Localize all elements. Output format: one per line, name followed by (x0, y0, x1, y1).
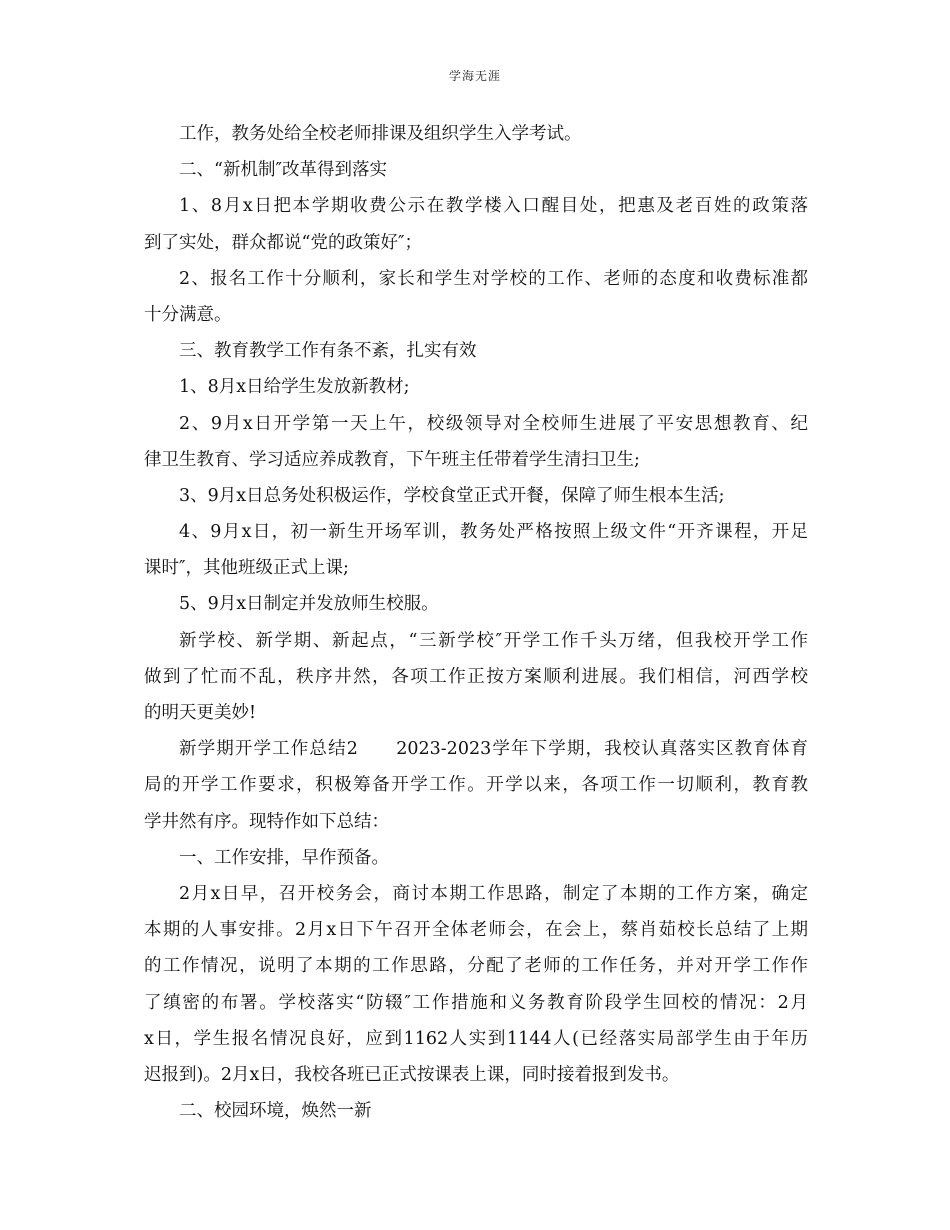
text-line: 做到了忙而不乱，秩序井然，各项工作正按方案顺利进展。我们相信，河西学校 (144, 666, 808, 687)
text-line: 到了实处，群众都说“党的政策好″； (144, 232, 422, 253)
text-line: 课时″，其他班级正式上课; (144, 558, 349, 579)
text-line: 1、8月x日把本学期收费公示在教学楼入口醒目处，把惠及老百姓的政策落 (179, 196, 808, 217)
page-header: 学海无涯 (448, 69, 501, 83)
text-line: 1、8月x日给学生发放新教材; (179, 377, 410, 398)
text-line: 的明天更美妙! (144, 703, 257, 723)
text-line: 二、校园环境，焕然一新 (179, 1101, 372, 1122)
document-body (144, 116, 808, 1129)
text-line: 一、工作安排，早作预备。 (179, 847, 389, 868)
text-line: 迟报到)。2月x日，我校各班已正式按课表上课，同时接着报到发书。 (144, 1064, 680, 1085)
text-line: 局的开学工作要求，积极筹备开学工作。开学以来，各项工作一切顺利，教育教 (144, 775, 808, 796)
text-line: 3、9月x日总务处积极运作，学校食堂正式开餐，保障了师生根本生活; (179, 485, 725, 506)
text-line: x日，学生报名情况良好，应到1162人实到1144人(已经落实局部学生由于年历 (144, 1028, 808, 1049)
text-line: 工作，教务处给全校老师排课及组织学生入学考试。 (179, 124, 582, 144)
text-line: 5、9月x日制定并发放师生校服。 (179, 594, 439, 615)
text-line: 2、报名工作十分顺利，家长和学生对学校的工作、老师的态度和收费标准都 (179, 268, 808, 289)
text-line: 2月x日早，召开校务会，商讨本期工作思路，制定了本期的工作方案，确定 (179, 883, 808, 904)
text-line: 了缜密的布署。学校落实“防辍″工作措施和义务教育阶段学生回校的情况：2月 (144, 992, 808, 1013)
text-line: 本期的人事安排。2月x日下午召开全体老师会，在会上，蔡肖茹校长总结了上期 (144, 920, 808, 941)
text-line: 新学期开学工作总结2 2023-2023学年下学期，我校认真落实区教育体育 (179, 739, 808, 760)
text-line: 律卫生教育、学习适应养成教育，下午班主任带着学生清扫卫生; (144, 449, 640, 470)
text-line: 的工作情况，说明了本期的工作思路，分配了老师的工作任务，并对开学工作作 (144, 956, 808, 977)
text-line: 二、“新机制″改革得到落实 (179, 160, 387, 181)
text-line: 4、9月x日，初一新生开场军训，教务处严格按照上级文件“开齐课程，开足 (179, 522, 808, 543)
text-line: 十分满意。 (144, 304, 232, 325)
text-line: 2、9月x日开学第一天上午，校级领导对全校师生进展了平安思想教育、纪 (179, 413, 808, 434)
text-line: 三、教育教学工作有条不紊，扎实有效 (179, 341, 477, 362)
text-line: 学井然有序。现特作如下总结： (144, 811, 389, 832)
text-line: 新学校、新学期、新起点，“三新学校″开学工作千头万绪，但我校开学工作 (179, 630, 808, 651)
